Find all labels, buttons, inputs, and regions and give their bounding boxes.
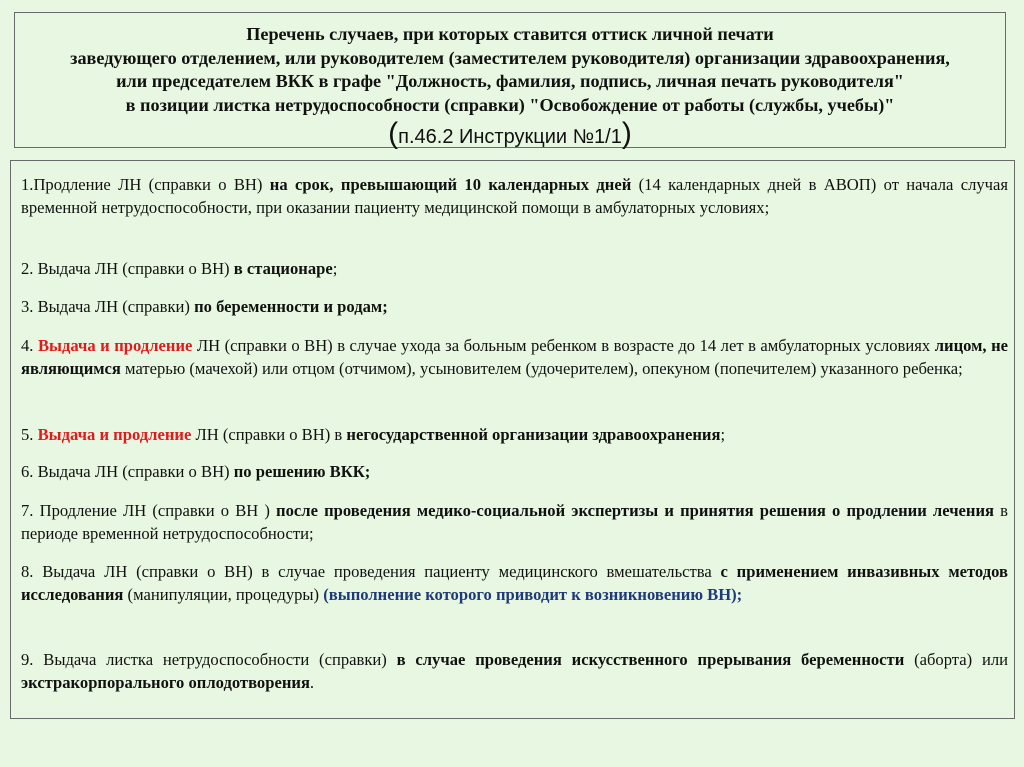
item-2-text-1: 2. Выдача ЛН (справки о ВН): [21, 259, 234, 278]
item-9-text-3: (аборта) или: [904, 650, 1008, 669]
item-2-text-3: ;: [332, 259, 338, 278]
item-1-text-1: 1.Продление ЛН (справки о ВН): [21, 175, 270, 194]
item-4-text-3: ЛН (справки о ВН) в случае ухода за больным ребенком в возрасте до 14 лет в амбулаторных условиях: [192, 336, 935, 355]
item-9-text-2: в случае проведения искусственного прерывания беременности: [396, 650, 905, 669]
item-5-text-2: Выдача и продление: [37, 425, 192, 444]
item-5-text-4: негосударственной организации здравоохранения: [346, 425, 721, 444]
title-line-4: в позиции листка нетрудоспособности (справки) "Освобождение от работы (службы, учебы)": [125, 94, 895, 115]
item-5-text-3: ЛН (справки о ВН) в: [191, 425, 347, 444]
item-4-text-1: 4.: [21, 336, 38, 355]
ref-open-paren: (: [388, 117, 399, 151]
title-box: [14, 12, 1006, 151]
list-item-3: [21, 295, 1008, 318]
item-4-text-5: матерью (мачехой) или отцом (отчимом), усыновителем (удочерителем), опекуном (попечителем) указанного ребенка;: [120, 359, 963, 379]
item-3-text-2: по беременности и родам;: [194, 297, 388, 316]
cases-list: [10, 160, 1015, 719]
ref-close-paren: ): [621, 117, 632, 151]
title-line-3: или председателем ВКК в графе "Должность, фамилия, подпись, личная печать руководителя": [116, 71, 904, 92]
item-2-text-2: в стационаре: [233, 259, 333, 278]
item-7-text-1: 7. Продление ЛН (справки о ВН ): [21, 501, 277, 520]
item-9-text-4: экстракорпорального оплодотворения: [21, 673, 310, 693]
item-5-text-1: 5.: [21, 425, 38, 444]
list-item-6: [21, 460, 1008, 483]
item-5-text-5: ;: [720, 425, 726, 444]
item-8-text-2: с применением инвазивных методов исследования: [21, 562, 1008, 605]
title-line-2: заведующего отделением, или руководителем (заместителем руководителя) организации здравоохранения,: [70, 47, 950, 68]
list-item-1: [21, 173, 1008, 220]
item-8-text-3: (манипуляции, процедуры): [123, 585, 324, 605]
item-3-text-1: 3. Выдача ЛН (справки): [21, 297, 195, 316]
item-9-text-1: 9. Выдача листка нетрудоспособности (справки): [21, 650, 397, 669]
list-item-4: [21, 334, 1008, 381]
item-8-text-1: 8. Выдача ЛН (справки о ВН) в случае проведения пациенту медицинского вмешательства: [21, 562, 721, 581]
title-line-1: Перечень случаев, при которых ставится оттиск личной печати: [246, 24, 774, 44]
list-item-7: [21, 499, 1008, 546]
item-7-text-3: в периоде временной нетрудоспособности;: [21, 501, 1009, 544]
item-6-text-2: по решению ВКК;: [233, 462, 371, 481]
ref-text: п.46.2 Инструкции №1/1: [398, 126, 622, 149]
list-item-2: [21, 257, 1008, 280]
item-7-text-2: после проведения медико-социальной экспертизы и принятия решения о продлении лечения: [276, 501, 995, 520]
item-8-text-4: (выполнение которого приводит к возникновению ВН);: [323, 585, 743, 605]
list-item-8: [21, 560, 1008, 607]
item-9-text-5: .: [309, 673, 315, 693]
item-4-text-2: Выдача и продление: [37, 336, 193, 355]
list-item-5: [21, 423, 1008, 446]
item-4-text-4: лицом, не являющимся: [21, 336, 1008, 379]
instruction-reference: [15, 119, 1005, 152]
item-1-text-3: (14 календарных дней в АВОП) от начала случая временной нетрудоспособности, при оказании пациенту медицинской помощи в амбулаторных условиях;: [21, 175, 1008, 218]
item-6-text-1: 6. Выдача ЛН (справки о ВН): [21, 462, 234, 481]
list-item-9: [21, 648, 1008, 695]
item-1-text-2: на срок, превышающий 10 календарных дней: [269, 175, 632, 194]
